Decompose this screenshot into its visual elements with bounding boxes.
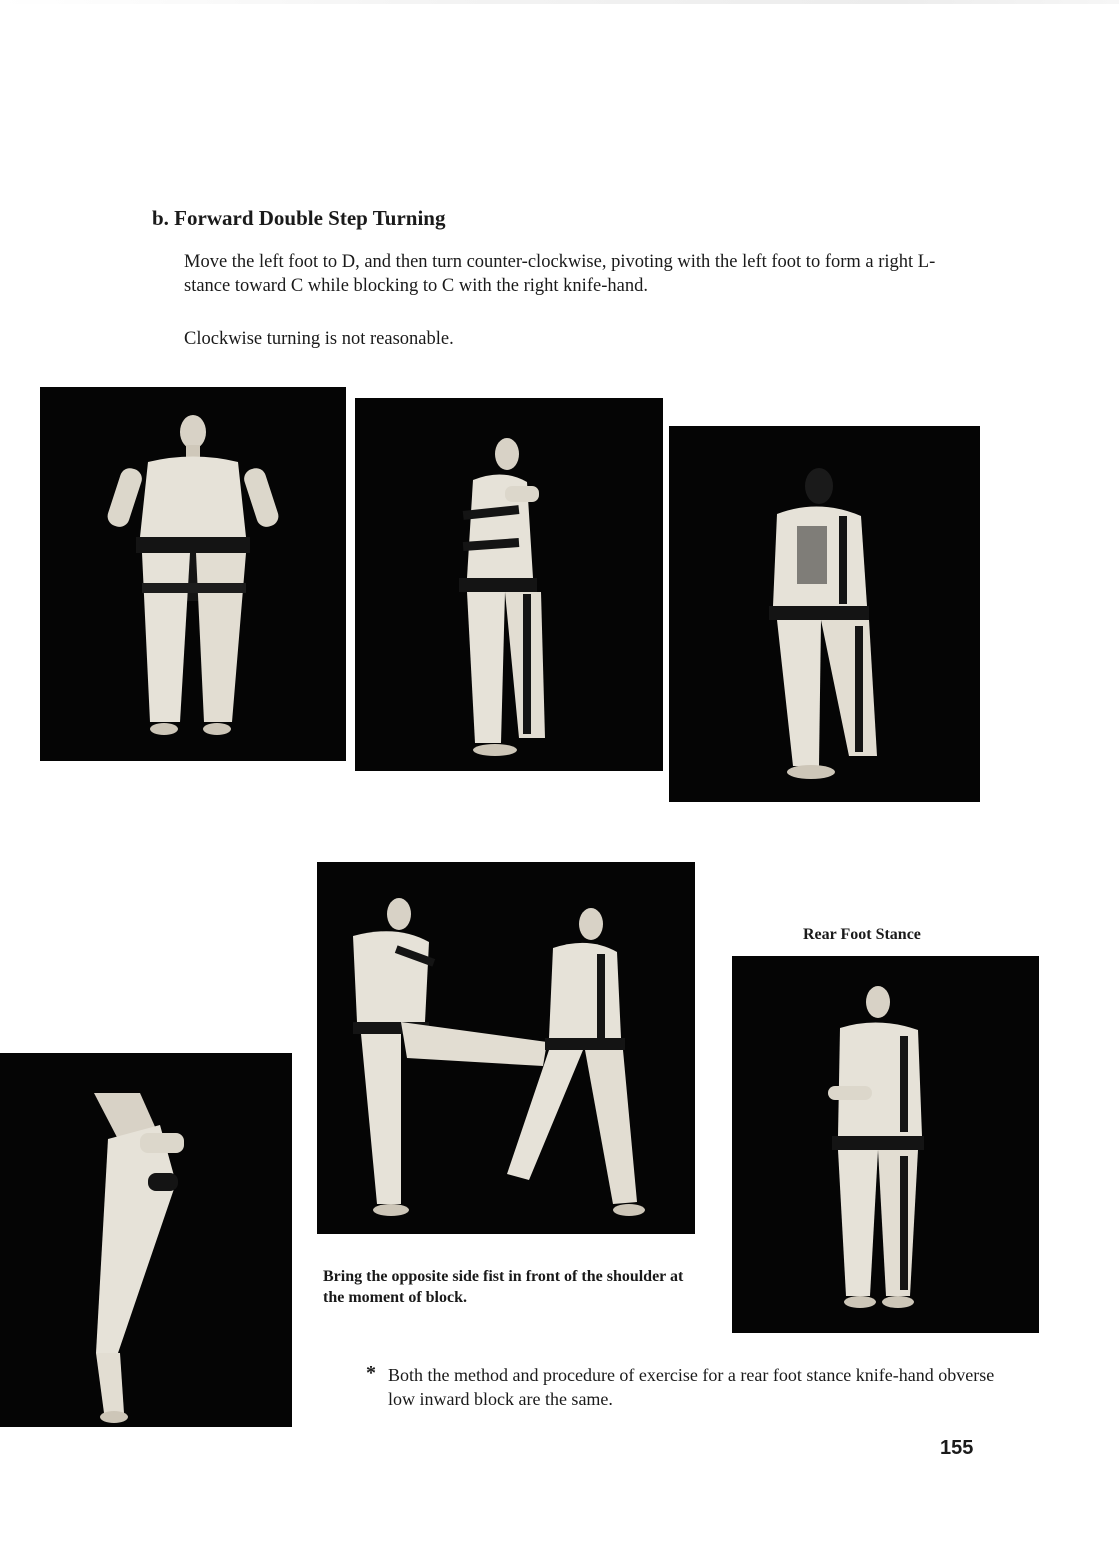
instruction-note: Clockwise turning is not reasonable.: [184, 329, 454, 349]
photo-step-1-ready-stance: [40, 387, 346, 761]
figure-high-kick: [0, 1053, 292, 1427]
footnote-marker: *: [366, 1362, 376, 1384]
figure-front-facing: [40, 387, 346, 761]
rear-foot-stance-caption: Rear Foot Stance: [803, 926, 921, 943]
instruction-paragraph: Move the left foot to D, and then turn counter-clockwise, pivoting with the left foot to form a right L-stance toward C while blocking to C with the right knife-hand.: [184, 252, 936, 296]
photo-high-kick: [0, 1053, 292, 1427]
figure-rear-foot-stance: [732, 956, 1039, 1333]
figures-block-demonstration: [317, 862, 695, 1234]
photo-block-demonstration: [317, 862, 695, 1234]
footnote-text: Both the method and procedure of exercise for a rear foot stance knife-hand obverse low inward block are the same.: [388, 1365, 995, 1409]
photo-rear-foot-stance: [732, 956, 1039, 1333]
photo-step-2-turning: [355, 398, 663, 771]
figure-back-facing: [669, 426, 980, 802]
photo-step-3-back-view: [669, 426, 980, 802]
section-title: b. Forward Double Step Turning: [152, 206, 446, 230]
page-number: 155: [940, 1437, 974, 1459]
top-edge-shading: [0, 0, 1119, 4]
figure-side-turning: [355, 398, 663, 771]
block-caption: Bring the opposite side fist in front of the shoulder at the moment of block.: [323, 1268, 684, 1306]
